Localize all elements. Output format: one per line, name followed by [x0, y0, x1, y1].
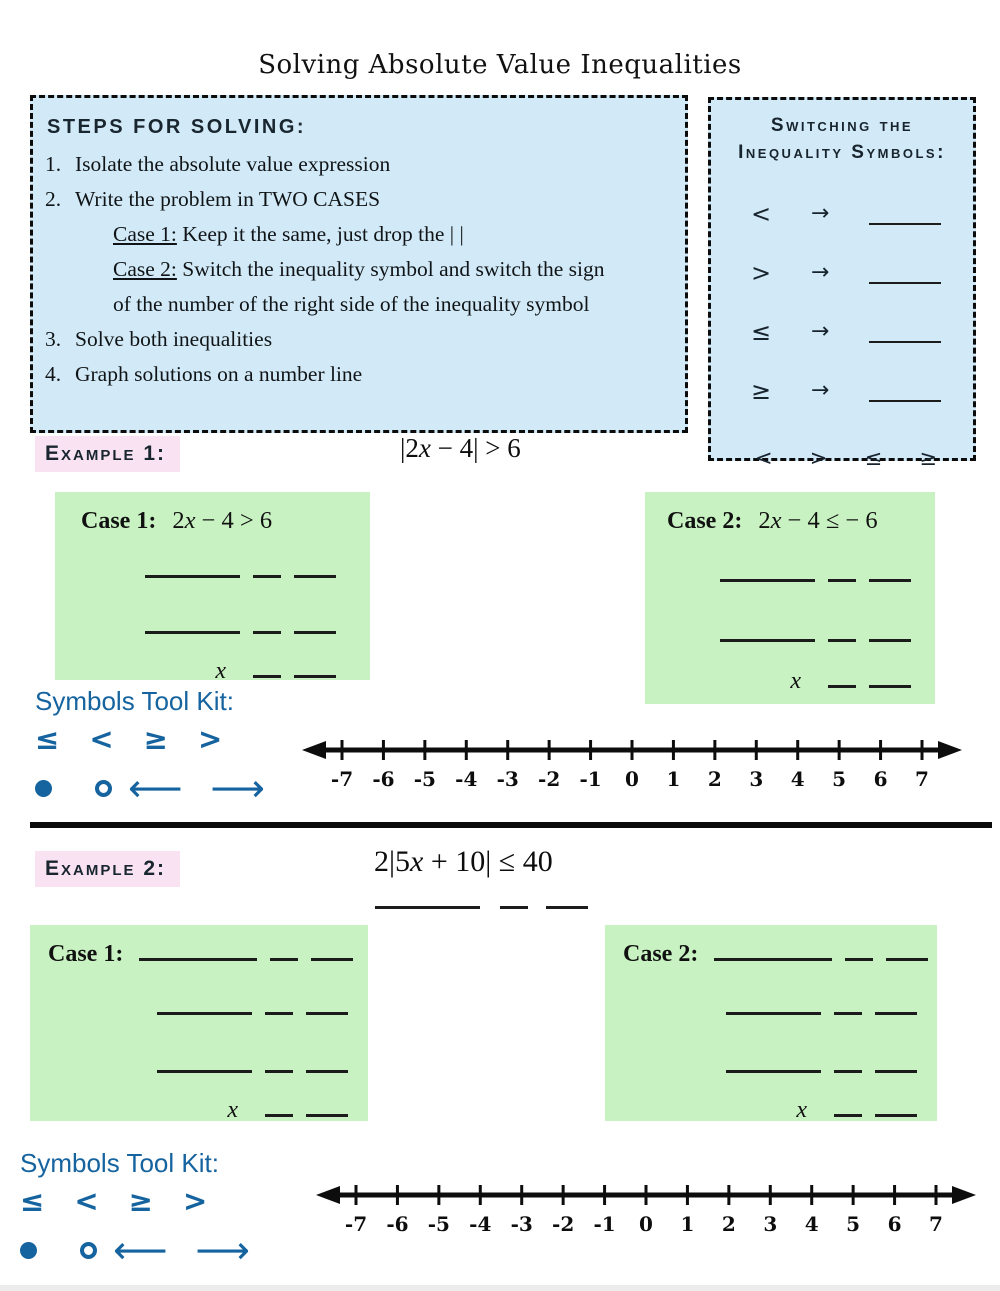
switch-row-gt: [721, 259, 963, 287]
case-2-header: [623, 925, 917, 968]
answer-blank[interactable]: [875, 1052, 917, 1073]
svg-text:-2: -2: [538, 767, 561, 790]
svg-text:6: 6: [873, 767, 888, 790]
toolkit-symbols: [20, 1184, 207, 1218]
toolkit-heading: Symbols Tool Kit:: [35, 686, 234, 716]
answer-blank[interactable]: [886, 940, 928, 961]
switching-heading-line2: Inequality Symbols:: [738, 142, 946, 163]
case-2-equation: 2x − 4 ≤ − 6: [758, 507, 878, 534]
answer-blank[interactable]: [139, 940, 257, 961]
case-2-text: Switch the inequality symbol and switch the sign: [182, 257, 605, 281]
example-1-case-2-box: [645, 492, 935, 704]
toolkit-points: [20, 1228, 250, 1272]
step-2-number: 2.: [45, 187, 62, 211]
work-row: [623, 1052, 917, 1078]
case-1-header: [48, 925, 348, 968]
step-1-number: 1.: [45, 152, 62, 176]
option-gt[interactable]: >: [809, 446, 828, 470]
switching-heading-line1: Switching the: [770, 115, 914, 136]
long-right-arrow-icon[interactable]: ⟶: [195, 1228, 250, 1272]
svg-text:7: 7: [929, 1212, 943, 1235]
answer-blank[interactable]: [726, 994, 821, 1015]
work-row: [81, 613, 336, 639]
steps-heading: STEPS FOR SOLVING:: [47, 116, 307, 138]
option-ge[interactable]: ≥: [919, 446, 937, 470]
long-left-arrow-icon[interactable]: ⟵: [128, 766, 183, 810]
answer-blank[interactable]: [834, 1096, 862, 1117]
switching-symbols-box: [708, 97, 976, 470]
symbol-word-bank: [721, 446, 963, 470]
answer-blank[interactable]: [253, 613, 281, 634]
answer-blank[interactable]: [834, 1052, 862, 1073]
answer-blank[interactable]: [828, 621, 856, 642]
work-row: [623, 994, 917, 1020]
answer-blank[interactable]: [500, 888, 528, 909]
work-row: [81, 557, 336, 583]
closed-circle-icon[interactable]: [35, 780, 52, 797]
switch-answer-blank[interactable]: [869, 382, 941, 402]
svg-text:3: 3: [763, 1212, 778, 1235]
greater-than-symbol[interactable]: >: [182, 1184, 208, 1218]
section-divider: [30, 822, 992, 828]
answer-blank[interactable]: [720, 561, 815, 582]
right-arrow-icon: →: [810, 378, 830, 403]
right-arrow-icon: →: [810, 201, 830, 226]
option-le[interactable]: ≤: [864, 446, 883, 470]
example-1-label: Example 1:: [35, 436, 180, 472]
step-1-text: Isolate the absolute value expression: [75, 152, 391, 176]
greater-equal-symbol: ≥: [751, 377, 772, 405]
answer-blank[interactable]: [845, 940, 873, 961]
svg-text:7: 7: [915, 767, 929, 790]
example-1-equation: |2x − 4| > 6: [400, 433, 521, 463]
open-circle-icon[interactable]: [80, 1242, 97, 1259]
answer-blank[interactable]: [714, 940, 832, 961]
less-than-symbol[interactable]: <: [89, 722, 114, 756]
x-variable: x: [227, 1097, 238, 1123]
step-2-case-2-cont: of the number of the right side of the inequality symbol: [113, 292, 590, 316]
svg-text:1: 1: [680, 1212, 695, 1235]
svg-text:-7: -7: [330, 767, 354, 790]
svg-text:-4: -4: [469, 1212, 492, 1235]
svg-text:2: 2: [721, 1212, 736, 1235]
answer-blank[interactable]: [294, 657, 336, 678]
less-than-symbol[interactable]: <: [74, 1184, 99, 1218]
case-1-header: [81, 492, 336, 535]
svg-text:0: 0: [639, 1212, 653, 1235]
example-2-isolate-row: [375, 888, 588, 914]
svg-text:-1: -1: [579, 767, 602, 790]
answer-blank[interactable]: [145, 557, 240, 578]
step-2-case-2: [113, 252, 669, 287]
svg-text:-4: -4: [455, 767, 478, 790]
open-circle-icon[interactable]: [95, 780, 112, 797]
svg-text:-3: -3: [510, 1212, 533, 1235]
case-1-label: Case 1:: [48, 941, 124, 967]
answer-blank[interactable]: [157, 994, 252, 1015]
switch-row-lt: [721, 200, 963, 228]
example-2-equation: 2|5x + 10| ≤ 40: [374, 845, 553, 878]
answer-blank[interactable]: [265, 994, 293, 1015]
answer-blank[interactable]: [311, 940, 353, 961]
case-2-label: Case 2:: [667, 508, 743, 534]
solution-row: [81, 657, 336, 685]
case-1-label: Case 1:: [81, 508, 157, 534]
answer-blank[interactable]: [869, 667, 911, 688]
svg-text:5: 5: [832, 767, 847, 790]
page-title: Solving Absolute Value Inequalities: [258, 50, 742, 80]
switch-answer-blank[interactable]: [869, 205, 941, 225]
right-arrow-icon: →: [810, 260, 830, 285]
step-3-number: 3.: [45, 327, 62, 351]
work-row: [48, 994, 348, 1020]
answer-blank[interactable]: [875, 994, 917, 1015]
greater-than-symbol: >: [751, 259, 772, 287]
answer-blank[interactable]: [869, 621, 911, 642]
svg-text:-5: -5: [413, 767, 436, 790]
switch-row-le: [721, 318, 963, 346]
case-2-header: [667, 492, 911, 535]
case-1-equation: 2x − 4 > 6: [172, 507, 273, 534]
answer-blank[interactable]: [834, 994, 862, 1015]
svg-text:-6: -6: [372, 767, 395, 790]
svg-text:3: 3: [749, 767, 764, 790]
step-4-text: Graph solutions on a number line: [75, 362, 363, 386]
steps-box: [30, 95, 688, 433]
less-equal-symbol: ≤: [751, 318, 772, 346]
svg-text:4: 4: [804, 1212, 819, 1235]
svg-text:-1: -1: [593, 1212, 616, 1235]
answer-blank[interactable]: [294, 557, 336, 578]
case-1-text: Keep it the same, just drop the | |: [182, 222, 464, 246]
step-4: [45, 357, 669, 392]
number-line-1[interactable]: [302, 728, 962, 790]
svg-text:0: 0: [625, 767, 639, 790]
greater-equal-symbol[interactable]: ≥: [143, 722, 168, 756]
option-lt[interactable]: <: [755, 446, 773, 470]
greater-equal-symbol[interactable]: ≥: [128, 1184, 153, 1218]
example-2-case-2-box: [605, 925, 937, 1121]
switch-row-ge: [721, 377, 963, 405]
solution-row: [48, 1096, 348, 1124]
work-row: [48, 1052, 348, 1078]
answer-blank[interactable]: [726, 1052, 821, 1073]
step-3-text: Solve both inequalities: [75, 327, 273, 351]
step-4-number: 4.: [45, 362, 62, 386]
greater-than-symbol[interactable]: >: [197, 722, 223, 756]
answer-blank[interactable]: [265, 1052, 293, 1073]
answer-blank[interactable]: [546, 888, 588, 909]
solution-row: [667, 667, 911, 695]
work-row: [667, 561, 911, 587]
answer-blank[interactable]: [720, 621, 815, 642]
example-2-case-1-box: [30, 925, 368, 1121]
svg-text:2: 2: [707, 767, 722, 790]
answer-blank[interactable]: [869, 561, 911, 582]
switch-answer-blank[interactable]: [869, 264, 941, 284]
answer-blank[interactable]: [270, 940, 298, 961]
answer-blank[interactable]: [253, 657, 281, 678]
answer-blank[interactable]: [265, 1096, 293, 1117]
answer-blank[interactable]: [306, 1052, 348, 1073]
less-equal-symbol[interactable]: ≤: [35, 722, 60, 756]
answer-blank[interactable]: [253, 557, 281, 578]
x-variable: x: [790, 668, 801, 694]
answer-blank[interactable]: [306, 994, 348, 1015]
step-2-case-1: [113, 217, 669, 252]
answer-blank[interactable]: [157, 1052, 252, 1073]
answer-blank[interactable]: [828, 561, 856, 582]
case-2-label: Case 2:: [623, 941, 699, 967]
answer-blank[interactable]: [294, 613, 336, 634]
x-variable: x: [796, 1097, 807, 1123]
less-equal-symbol[interactable]: ≤: [20, 1184, 45, 1218]
answer-blank[interactable]: [875, 1096, 917, 1117]
long-left-arrow-icon[interactable]: ⟵: [113, 1228, 168, 1272]
right-arrow-icon: →: [810, 319, 830, 344]
svg-text:-3: -3: [496, 767, 519, 790]
svg-text:6: 6: [887, 1212, 902, 1235]
svg-text:4: 4: [790, 767, 805, 790]
step-3: [45, 322, 669, 357]
svg-text:-5: -5: [427, 1212, 450, 1235]
switch-answer-blank[interactable]: [869, 323, 941, 343]
answer-blank[interactable]: [306, 1096, 348, 1117]
x-variable: x: [215, 658, 226, 684]
step-1: [45, 147, 669, 182]
svg-text:-6: -6: [386, 1212, 409, 1235]
answer-blank[interactable]: [145, 613, 240, 634]
long-right-arrow-icon[interactable]: ⟶: [210, 766, 265, 810]
answer-blank[interactable]: [375, 888, 480, 909]
answer-blank[interactable]: [828, 667, 856, 688]
svg-text:1: 1: [666, 767, 681, 790]
svg-text:5: 5: [846, 1212, 861, 1235]
case-2-label: Case 2:: [113, 257, 177, 281]
case-1-label: Case 1:: [113, 222, 177, 246]
step-2-text: Write the problem in TWO CASES: [75, 187, 381, 211]
toolkit-symbols: [35, 722, 222, 756]
toolkit-points: [35, 766, 265, 810]
step-2: [45, 182, 669, 217]
number-line-2[interactable]: [316, 1173, 976, 1235]
page-edge-strip: [0, 1285, 1000, 1291]
work-row: [667, 621, 911, 647]
closed-circle-icon[interactable]: [20, 1242, 37, 1259]
svg-text:-2: -2: [552, 1212, 575, 1235]
example-2-label: Example 2:: [35, 851, 180, 887]
toolkit-heading: Symbols Tool Kit:: [20, 1148, 219, 1178]
less-than-symbol: <: [751, 200, 772, 228]
example-1-case-1-box: [55, 492, 370, 684]
svg-text:-7: -7: [344, 1212, 368, 1235]
switching-heading: [721, 112, 963, 166]
solution-row: [623, 1096, 917, 1124]
